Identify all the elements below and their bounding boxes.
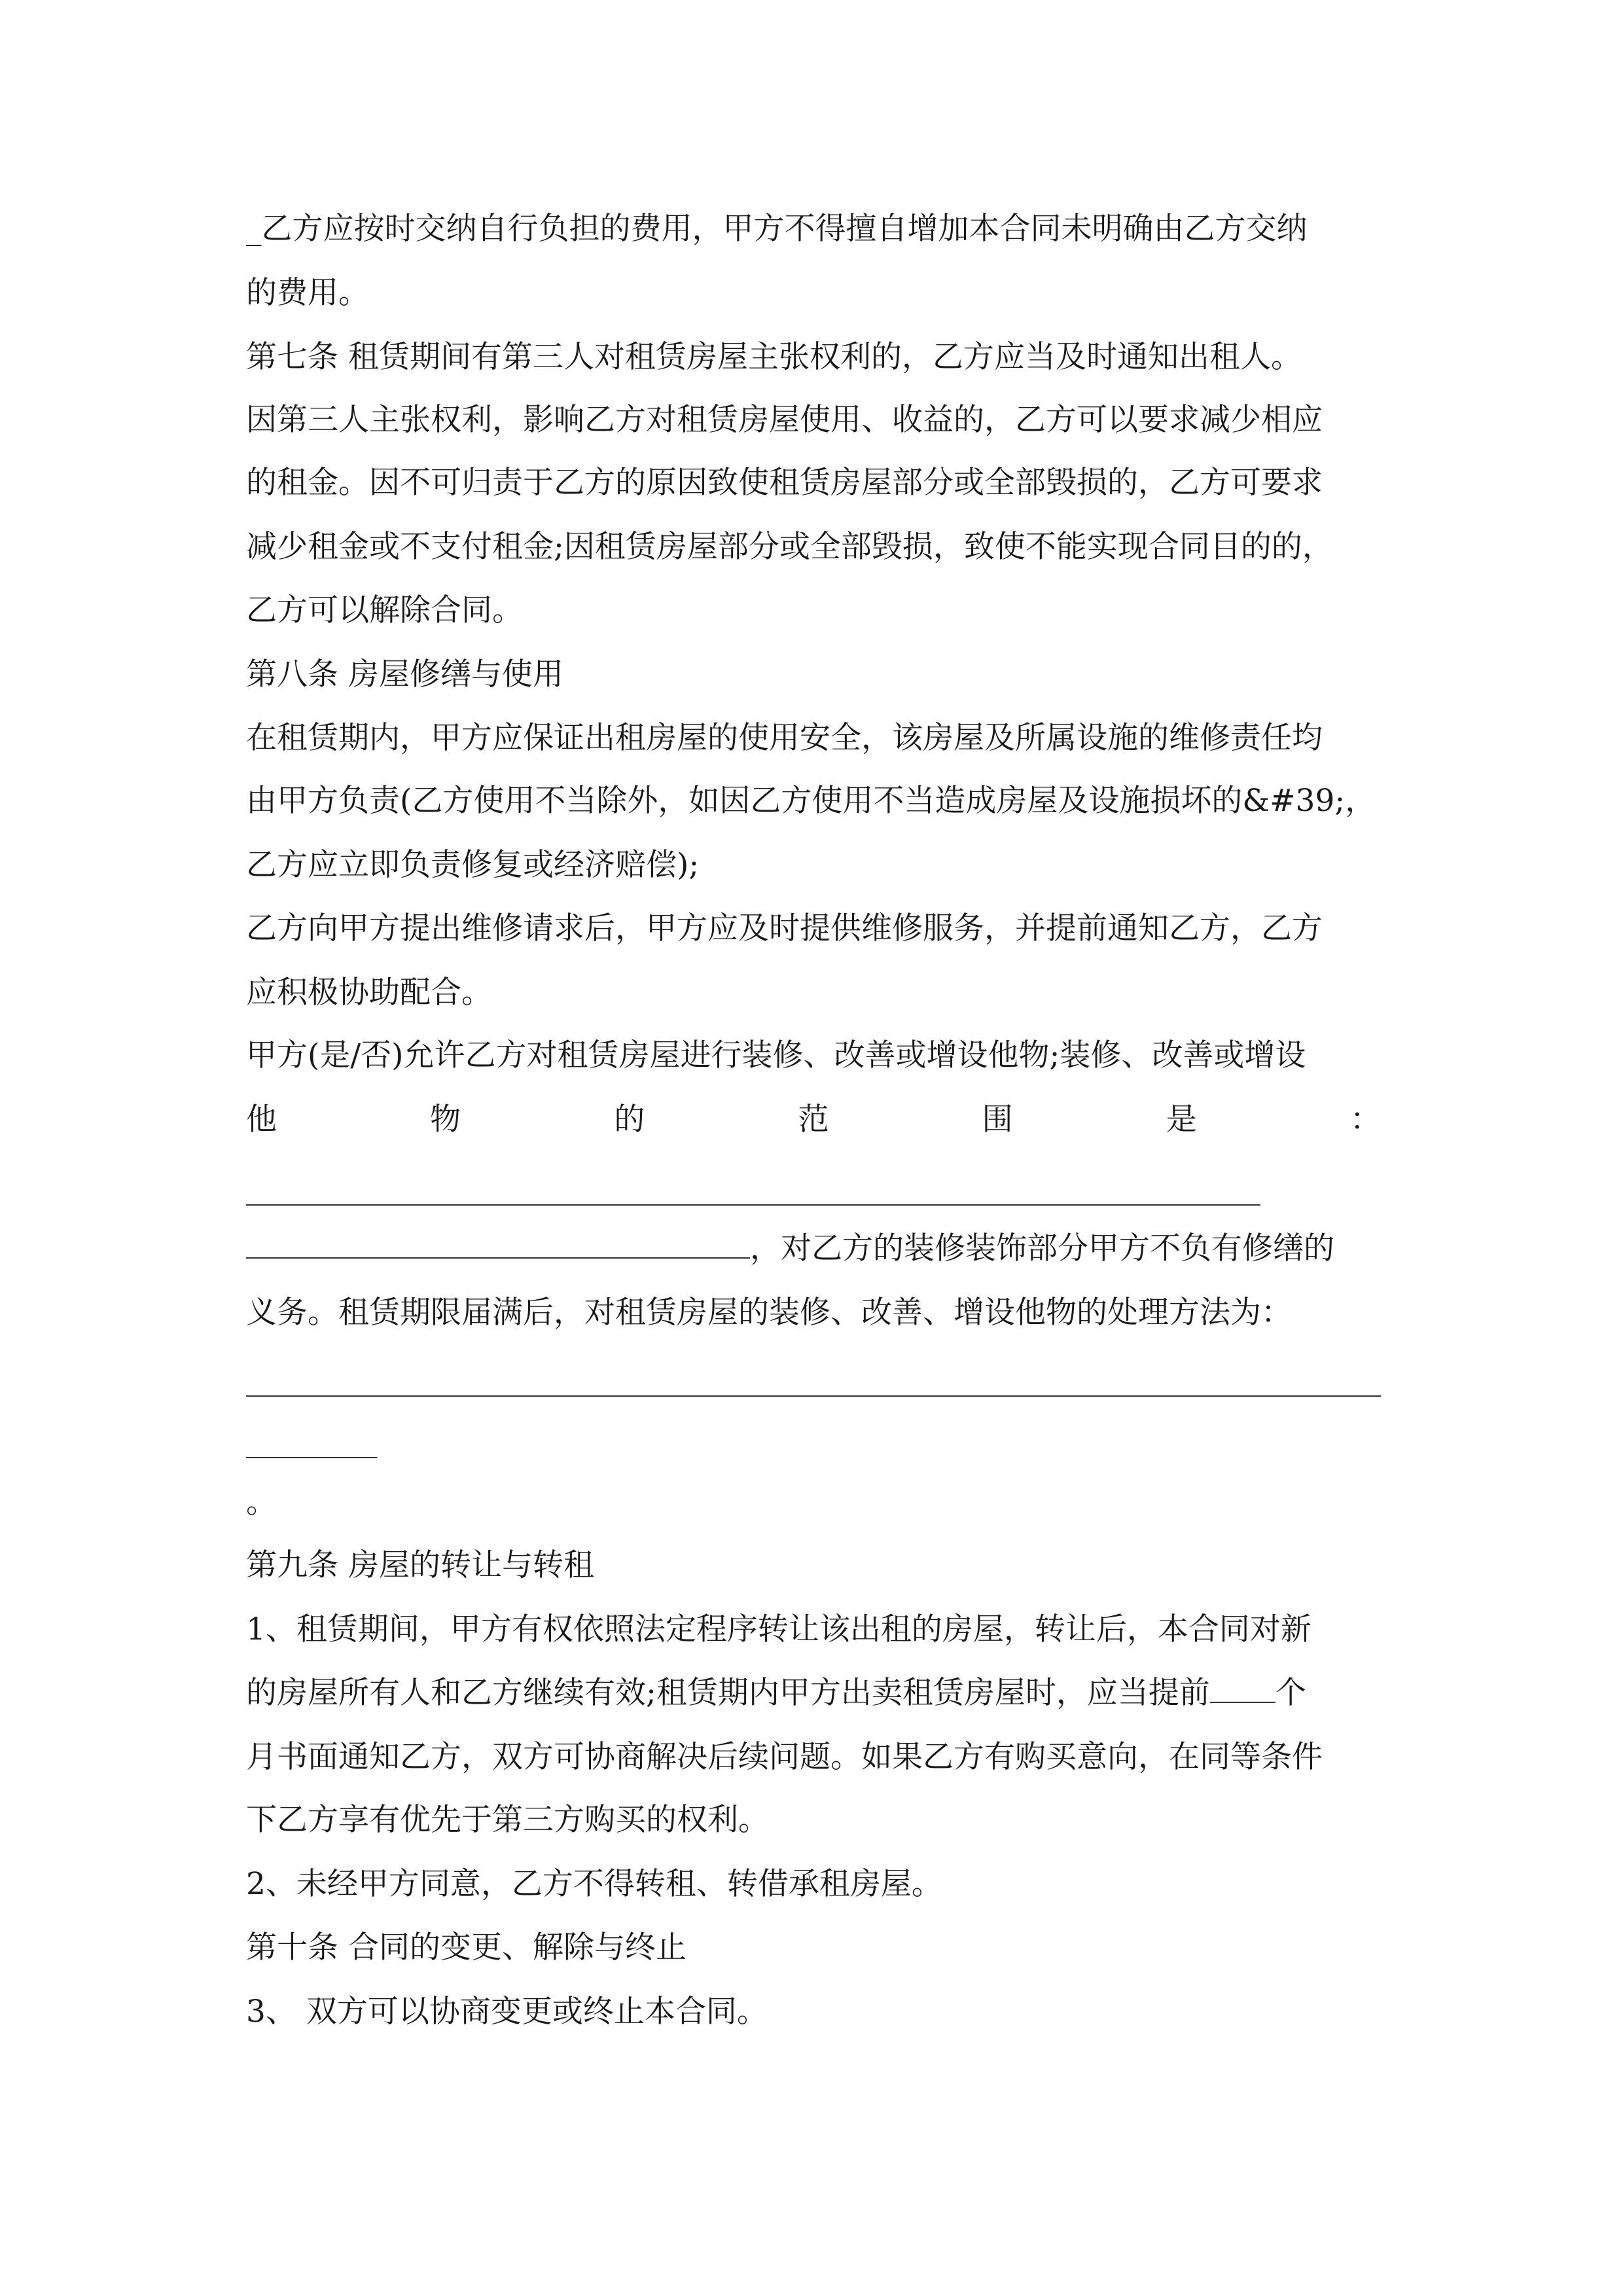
justified-line	[246, 1102, 1381, 1138]
text-line: 乙方应立即负责修复或经济赔偿);	[246, 847, 700, 883]
text-line: 甲方(是/否)允许乙方对租赁房屋进行装修、改善或增设他物;装修、改善或增设	[246, 1037, 1306, 1073]
fill-in-blank-line	[246, 1457, 377, 1458]
text-line: 的租金。因不可归责于乙方的原因致使租赁房屋部分或全部毁损的，乙方可要求	[246, 465, 1323, 501]
text-line: 。	[246, 1484, 277, 1520]
text-line	[246, 1675, 1306, 1712]
text-line: 下乙方享有优先于第三方购买的权利。	[246, 1802, 769, 1838]
text-line: 应积极协助配合。	[246, 975, 492, 1011]
text-line: 乙方可以解除合同。	[246, 592, 523, 628]
fill-in-blank-inline	[246, 1231, 750, 1259]
spread-char: 是	[1166, 1102, 1197, 1138]
spread-char: 围	[982, 1102, 1013, 1138]
text-line: 1、租赁期间，甲方有权依照法定程序转让该出租的房屋，转让后，本合同对新	[246, 1611, 1311, 1647]
spread-char: 的	[614, 1102, 645, 1138]
text-line	[246, 1230, 1334, 1267]
spread-char: 物	[430, 1102, 461, 1138]
fill-in-blank-line	[246, 1204, 1260, 1206]
spread-char: 范	[798, 1102, 829, 1138]
fill-in-blank-inline	[1210, 1676, 1275, 1703]
text-fragment: 个	[1275, 1675, 1306, 1711]
fill-in-blank-line	[246, 1395, 1381, 1397]
article-7-heading: 第七条 租赁期间有第三人对租赁房屋主张权利的，乙方应当及时通知出租人。	[246, 339, 1302, 375]
spread-char: ：	[1349, 1102, 1381, 1138]
article-8-heading: 第八条 房屋修缮与使用	[246, 656, 563, 692]
text-line: 3、 双方可以协商变更或终止本合同。	[246, 1994, 768, 2030]
text-line: 减少租金或不支付租金;因租赁房屋部分或全部毁损，致使不能实现合同目的的，	[246, 529, 1333, 565]
text-line: 2、未经甲方同意，乙方不得转租、转借承租房屋。	[246, 1866, 942, 1902]
text-line: 在租赁期内，甲方应保证出租房屋的使用安全，该房屋及所属设施的维修责任均	[246, 720, 1323, 756]
text-line: _乙方应按时交纳自行负担的费用，甲方不得擅自增加本合同未明确由乙方交纳	[246, 211, 1308, 247]
text-fragment: 的房屋所有人和乙方继续有效;租赁期内甲方出卖租赁房屋时，应当提前	[246, 1675, 1210, 1711]
text-line: 乙方向甲方提出维修请求后，甲方应及时提供维修服务，并提前通知乙方，乙方	[246, 910, 1323, 946]
text-line: 由甲方负责(乙方使用不当除外，如因乙方使用不当造成房屋及设施损坏的&#39;，	[246, 783, 1376, 819]
article-10-heading: 第十条 合同的变更、解除与终止	[246, 1929, 687, 1965]
text-line: 的费用。	[246, 275, 369, 311]
text-line: 因第三人主张权利，影响乙方对租赁房屋使用、收益的，乙方可以要求减少相应	[246, 402, 1323, 438]
text-line: 月书面通知乙方，双方可协商解决后续问题。如果乙方有购买意向，在同等条件	[246, 1739, 1323, 1775]
article-9-heading: 第九条 房屋的转让与转租	[246, 1547, 594, 1583]
spread-char: 他	[246, 1102, 277, 1138]
text-fragment: ，对乙方的装修装饰部分甲方不负有修缮的	[750, 1230, 1334, 1266]
text-line: 义务。租赁期限届满后，对租赁房屋的装修、改善、增设他物的处理方法为：	[246, 1295, 1292, 1331]
